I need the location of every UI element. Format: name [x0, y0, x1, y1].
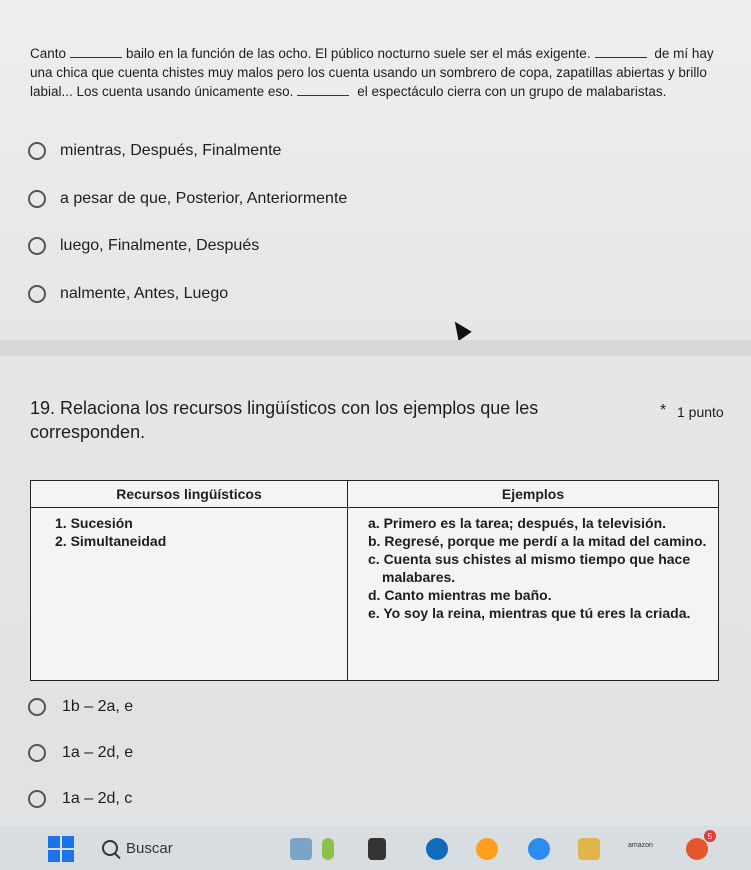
section-separator — [0, 340, 751, 356]
taskbar-search[interactable] — [96, 834, 276, 862]
edge-icon[interactable] — [426, 838, 448, 860]
q19-option-1-label: 1b – 2a, e — [62, 698, 134, 715]
table-row — [31, 508, 719, 681]
radio-button[interactable] — [28, 237, 46, 255]
chrome-icon[interactable] — [528, 838, 550, 860]
points-label: 1 punto — [677, 404, 724, 420]
q19-option-3-label: 1a – 2d, c — [62, 790, 133, 807]
file-explorer-icon[interactable] — [578, 838, 600, 860]
resource-item: 1. Sucesión — [55, 515, 133, 531]
example-item: a. Primero es la tarea; después, la televisión. — [368, 515, 667, 531]
table-header-resources: Recursos lingüísticos — [31, 481, 348, 508]
resource-item: 2. Simultaneidad — [55, 533, 167, 549]
q18-option-2[interactable] — [28, 190, 347, 208]
example-item: b. Regresé, porque me perdí a la mitad del camino. — [368, 533, 707, 549]
example-item: d. Canto mientras me baño. — [368, 587, 552, 603]
task-view-icon[interactable] — [368, 838, 386, 860]
radio-button[interactable] — [28, 142, 46, 160]
blank-2 — [595, 45, 647, 58]
resources-table — [30, 480, 719, 681]
q18-text-part-4: el espectáculo cierra con un grupo de malabaristas. — [357, 84, 667, 99]
widget-icon[interactable] — [322, 838, 334, 860]
blank-3 — [297, 83, 349, 96]
firefox-icon[interactable] — [476, 838, 498, 860]
q19-option-1[interactable] — [28, 698, 133, 716]
example-item: c. Cuenta sus chistes al mismo tiempo que hace malabares. — [368, 551, 691, 585]
question-19-title: 19. Relaciona los recursos lingüísticos con los ejemplos que les corresponden. — [30, 398, 539, 442]
radio-button[interactable] — [28, 190, 46, 208]
q18-option-3[interactable] — [28, 237, 259, 255]
amazon-label[interactable]: amazon — [628, 842, 653, 849]
radio-button[interactable] — [28, 698, 46, 716]
windows-start-icon[interactable] — [48, 836, 74, 862]
radio-button[interactable] — [28, 285, 46, 303]
weather-icon[interactable] — [290, 838, 312, 860]
blank-1 — [70, 45, 122, 58]
q18-text-part-2: bailo en la función de las ocho. El público nocturno suele ser el más exigente. — [126, 46, 591, 61]
q18-option-4-label: nalmente, Antes, Luego — [60, 285, 229, 302]
required-mark: * — [660, 402, 667, 419]
radio-button[interactable] — [28, 744, 46, 762]
radio-button[interactable] — [28, 790, 46, 808]
app-icon[interactable] — [686, 838, 708, 860]
q18-option-4[interactable] — [28, 285, 228, 303]
examples-cell — [348, 508, 719, 681]
q18-option-2-label: a pesar de que, Posterior, Anteriormente — [60, 190, 348, 207]
search-icon — [102, 840, 118, 856]
q18-option-3-label: luego, Finalmente, Después — [60, 237, 260, 254]
taskbar — [0, 826, 751, 870]
q19-option-2-label: 1a – 2d, e — [62, 744, 134, 761]
question-18-card — [0, 0, 751, 340]
q19-option-2[interactable] — [28, 744, 133, 762]
search-label: Buscar — [126, 839, 173, 857]
q19-option-3[interactable] — [28, 790, 132, 808]
q18-option-1-label: mientras, Después, Finalmente — [60, 142, 282, 159]
q18-text-part-1: Canto — [30, 46, 67, 61]
resources-cell — [31, 508, 348, 681]
example-item: e. Yo soy la reina, mientras que tú eres la criada. — [368, 605, 691, 621]
notification-badge: 5 — [704, 830, 716, 842]
q18-text-part-3: de mí hay una chica que cuenta chistes muy malos pero los cuenta usando un sombrero de copa, zapatillas abiertas y brillo labial... Los cuenta usando únicamente eso. — [30, 46, 714, 99]
q18-option-1[interactable] — [28, 142, 281, 160]
table-header-examples: Ejemplos — [348, 481, 719, 508]
question-18-text — [30, 44, 730, 101]
mouse-cursor-icon — [448, 317, 471, 341]
